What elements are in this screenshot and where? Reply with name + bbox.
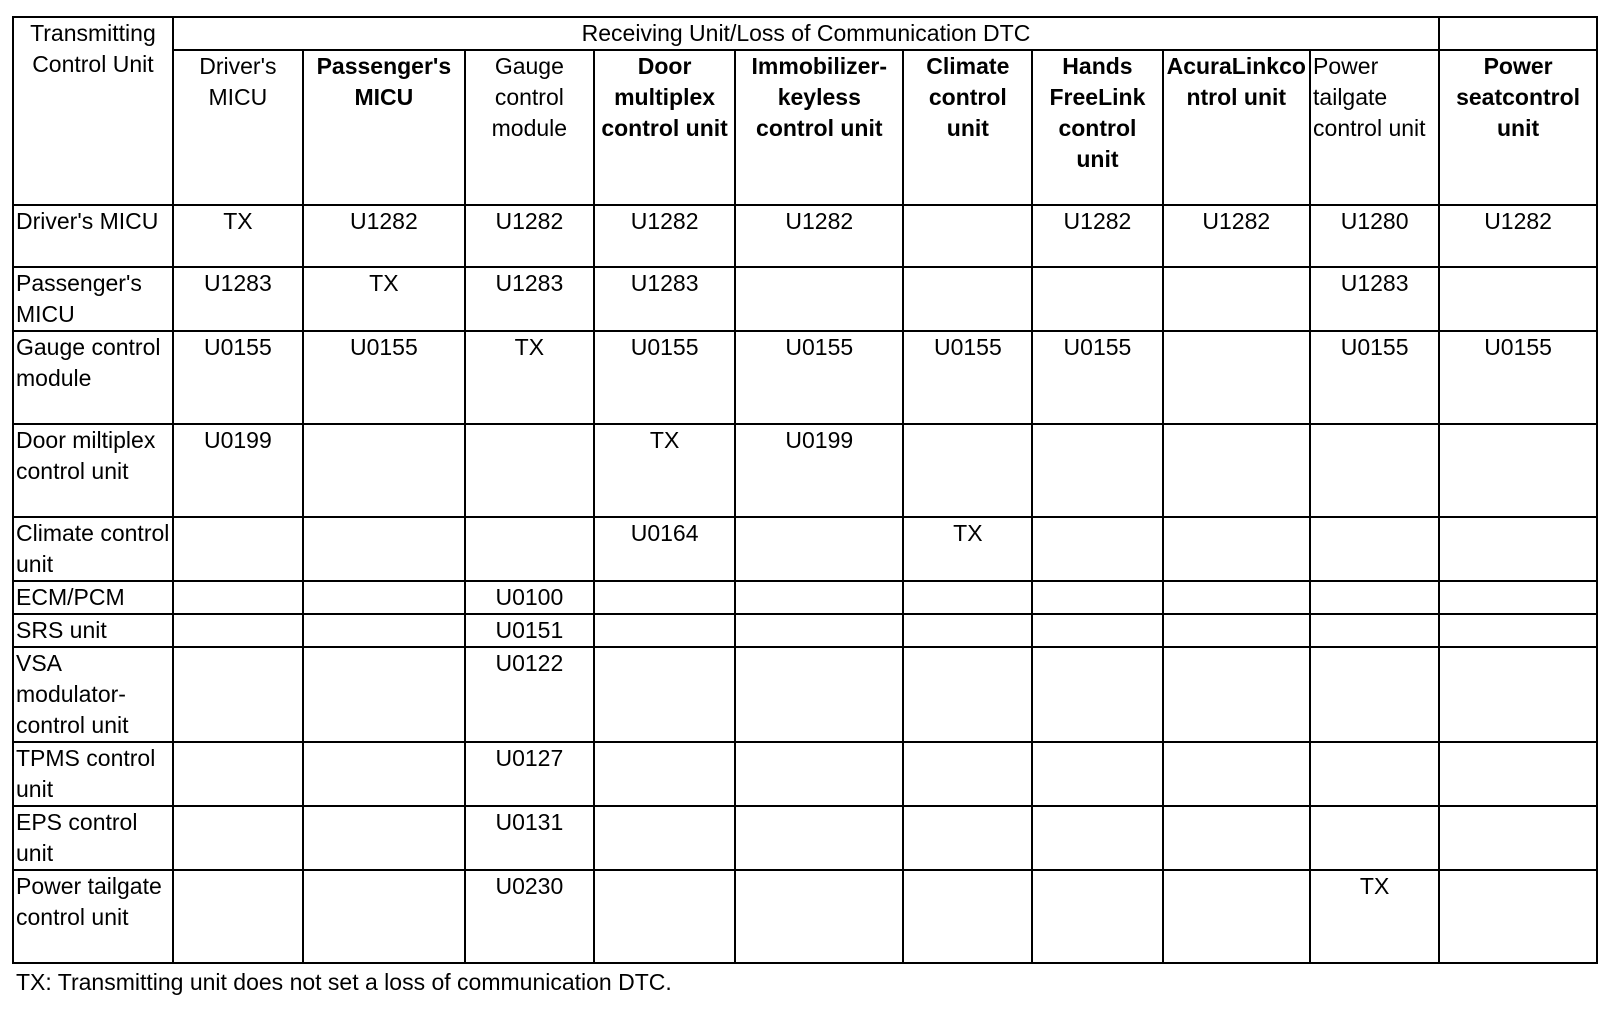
table-cell (1032, 267, 1162, 331)
table-cell (1310, 581, 1439, 614)
table-cell: U0151 (465, 614, 594, 647)
table-cell (173, 614, 303, 647)
table-cell: U0155 (1032, 331, 1162, 424)
table-row (13, 581, 1597, 614)
table-cell (594, 806, 735, 870)
table-cell: TX (465, 331, 594, 424)
table-cell: U1282 (1163, 205, 1311, 267)
table-cell (903, 870, 1032, 963)
table-cell: U1283 (594, 267, 735, 331)
table-cell: U0199 (173, 424, 303, 517)
table-cell: U0155 (303, 331, 465, 424)
table-cell: U0155 (594, 331, 735, 424)
table-cell (903, 424, 1032, 517)
table-row (13, 742, 1597, 806)
row-header-cell: TPMS control unit (13, 742, 173, 806)
group-header-cell: Receiving Unit/Loss of Communication DTC (173, 17, 1439, 50)
row-header-cell: Power tailgate control unit (13, 870, 173, 963)
table-cell (1439, 742, 1597, 806)
row-header-cell: Climate control unit (13, 517, 173, 581)
table-cell (1163, 331, 1311, 424)
table-cell (1163, 742, 1311, 806)
table-cell: U1282 (1439, 205, 1597, 267)
table-row (13, 424, 1597, 517)
table-cell: U0122 (465, 647, 594, 742)
table-row (13, 517, 1597, 581)
table-cell: U1282 (594, 205, 735, 267)
table-row (13, 647, 1597, 742)
table-cell (1032, 806, 1162, 870)
table-cell (903, 614, 1032, 647)
table-cell (1032, 424, 1162, 517)
table-cell (594, 581, 735, 614)
table-cell (903, 205, 1032, 267)
table-cell (303, 870, 465, 963)
table-cell (735, 742, 903, 806)
table-cell (1439, 647, 1597, 742)
table-cell: U0100 (465, 581, 594, 614)
table-cell: U0155 (173, 331, 303, 424)
dtc-table (12, 16, 1598, 964)
row-header-cell: Gauge control module (13, 331, 173, 424)
table-cell (173, 517, 303, 581)
column-header-power-tailgate-control-unit: Power tailgate control unit (1310, 50, 1439, 205)
table-cell: U1280 (1310, 205, 1439, 267)
table-cell: U0155 (735, 331, 903, 424)
table-row (13, 614, 1597, 647)
column-header-hands-freelink-control-unit: Hands FreeLink control unit (1032, 50, 1162, 205)
table-cell (735, 517, 903, 581)
table-cell: U0155 (903, 331, 1032, 424)
table-cell (594, 647, 735, 742)
header-row-group (13, 17, 1597, 50)
table-cell (903, 806, 1032, 870)
table-cell (303, 581, 465, 614)
table-cell (303, 806, 465, 870)
column-header-climate-control-unit: Climate control unit (903, 50, 1032, 205)
column-header-door-multiplex-control-unit: Door multiplex control unit (594, 50, 735, 205)
column-header-gauge-control-module: Gauge control module (465, 50, 594, 205)
table-cell: TX (303, 267, 465, 331)
row-header-cell: VSA modulator-control unit (13, 647, 173, 742)
table-row (13, 267, 1597, 331)
table-cell (594, 742, 735, 806)
column-header-immobilizer-keyless-control-unit: Immobilizer-keyless control unit (735, 50, 903, 205)
column-header-power-seat-control-unit: Power seatcontrol unit (1439, 50, 1597, 205)
table-cell: U1283 (465, 267, 594, 331)
table-cell: U1282 (465, 205, 594, 267)
table-cell (173, 806, 303, 870)
table-cell (594, 870, 735, 963)
table-cell (465, 517, 594, 581)
table-cell (903, 742, 1032, 806)
table-cell (1032, 614, 1162, 647)
group-header-empty-cell (1439, 17, 1597, 50)
table-cell (1310, 742, 1439, 806)
table-cell: U0155 (1310, 331, 1439, 424)
table-cell (1032, 870, 1162, 963)
table-cell (1032, 742, 1162, 806)
table-row (13, 870, 1597, 963)
table-cell: U0230 (465, 870, 594, 963)
table-cell (735, 581, 903, 614)
table-cell (1163, 517, 1311, 581)
table-cell (903, 267, 1032, 331)
table-cell (1439, 581, 1597, 614)
table-cell: TX (903, 517, 1032, 581)
table-row (13, 205, 1597, 267)
table-cell (1439, 870, 1597, 963)
table-cell (1032, 517, 1162, 581)
table-cell (903, 581, 1032, 614)
table-cell (1310, 614, 1439, 647)
table-cell: U1282 (1032, 205, 1162, 267)
table-cell: TX (594, 424, 735, 517)
table-cell (303, 424, 465, 517)
table-cell (735, 870, 903, 963)
table-cell: TX (1310, 870, 1439, 963)
table-row (13, 806, 1597, 870)
row-header-cell: SRS unit (13, 614, 173, 647)
table-cell: U1283 (173, 267, 303, 331)
table-cell (735, 614, 903, 647)
table-cell (173, 742, 303, 806)
table-cell (1439, 424, 1597, 517)
table-cell (465, 424, 594, 517)
table-cell (1032, 647, 1162, 742)
row-header-cell: EPS control unit (13, 806, 173, 870)
table-cell: U0199 (735, 424, 903, 517)
table-cell (735, 647, 903, 742)
table-cell (1163, 870, 1311, 963)
column-header-drivers-micu: Driver's MICU (173, 50, 303, 205)
table-cell (173, 647, 303, 742)
table-cell (735, 806, 903, 870)
row-header-cell: ECM/PCM (13, 581, 173, 614)
table-cell (1163, 424, 1311, 517)
table-cell: U0131 (465, 806, 594, 870)
table-cell (1439, 806, 1597, 870)
table-cell (903, 647, 1032, 742)
row-header-cell: Driver's MICU (13, 205, 173, 267)
table-row (13, 331, 1597, 424)
footnote: TX: Transmitting unit does not set a loss of communication DTC. (16, 969, 672, 995)
header-row-columns (13, 50, 1597, 205)
table-cell (594, 614, 735, 647)
table-cell: U0164 (594, 517, 735, 581)
row-header-cell: Passenger's MICU (13, 267, 173, 331)
table-cell: U1282 (303, 205, 465, 267)
table-cell: U1283 (1310, 267, 1439, 331)
table-cell (1310, 424, 1439, 517)
corner-header-cell: Transmitting Control Unit (13, 17, 173, 205)
table-cell: U0127 (465, 742, 594, 806)
table-cell (173, 870, 303, 963)
column-header-passengers-micu: Passenger's MICU (303, 50, 465, 205)
column-header-acuralink-control-unit: AcuraLinkcontrol unit (1163, 50, 1311, 205)
table-cell: TX (173, 205, 303, 267)
table-cell (1032, 581, 1162, 614)
table-cell (173, 581, 303, 614)
table-cell (303, 742, 465, 806)
table-cell (1163, 806, 1311, 870)
table-cell: U0155 (1439, 331, 1597, 424)
table-cell (1163, 267, 1311, 331)
table-cell (1163, 581, 1311, 614)
table-cell (303, 614, 465, 647)
table-cell (1310, 517, 1439, 581)
table-cell (1163, 614, 1311, 647)
table-cell: U1282 (735, 205, 903, 267)
table-cell (303, 647, 465, 742)
row-header-cell: Door miltiplex control unit (13, 424, 173, 517)
table-cell (303, 517, 465, 581)
table-cell (1163, 647, 1311, 742)
table-cell (735, 267, 903, 331)
table-cell (1310, 647, 1439, 742)
table-cell (1439, 614, 1597, 647)
table-cell (1439, 517, 1597, 581)
table-cell (1310, 806, 1439, 870)
table-cell (1439, 267, 1597, 331)
